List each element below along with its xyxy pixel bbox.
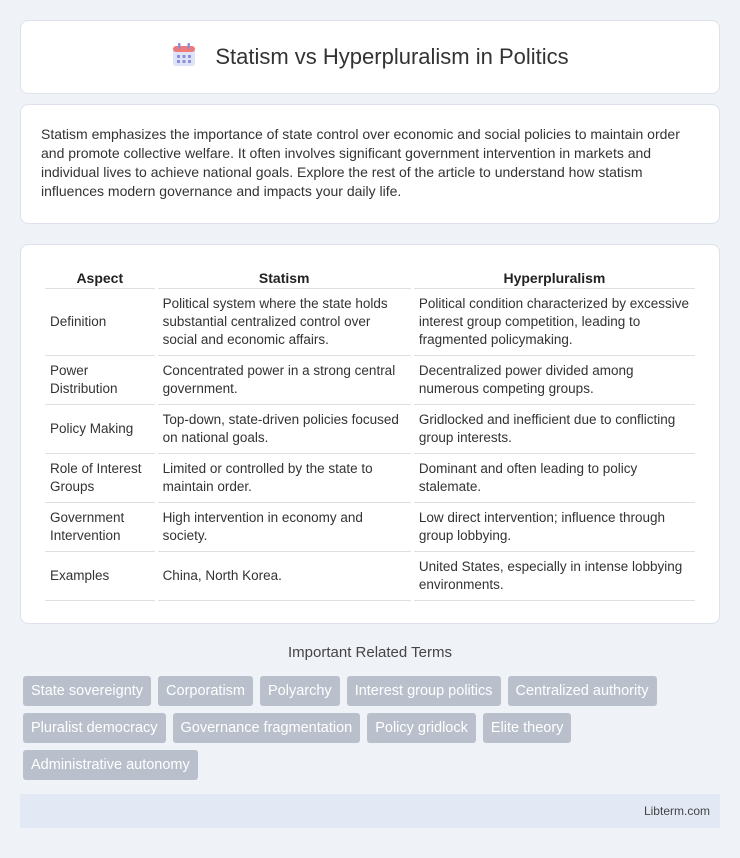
header-statism: Statism xyxy=(158,263,411,289)
row-hyperpluralism: Decentralized power divided among numerous competing groups. xyxy=(414,356,695,405)
table-row xyxy=(45,552,695,601)
related-term-tag[interactable]: State sovereignty xyxy=(23,676,151,706)
row-aspect: Policy Making xyxy=(45,405,155,454)
table-row xyxy=(45,454,695,503)
comparison-table xyxy=(42,263,698,601)
row-statism: Concentrated power in a strong central government. xyxy=(158,356,411,405)
row-aspect: Examples xyxy=(45,552,155,601)
calendar-icon xyxy=(171,42,197,73)
related-terms-list xyxy=(23,676,723,780)
row-aspect: Power Distribution xyxy=(45,356,155,405)
header-hyperpluralism: Hyperpluralism xyxy=(414,263,695,289)
related-term-tag[interactable]: Centralized authority xyxy=(508,676,657,706)
row-statism: Top-down, state-driven policies focused on national goals. xyxy=(158,405,411,454)
table-row xyxy=(45,405,695,454)
page-title: Statism vs Hyperpluralism in Politics xyxy=(215,44,569,69)
row-aspect: Government Intervention xyxy=(45,503,155,552)
row-statism: China, North Korea. xyxy=(158,552,411,601)
related-term-tag[interactable]: Pluralist democracy xyxy=(23,713,166,743)
related-term-tag[interactable]: Corporatism xyxy=(158,676,253,706)
table-header-row xyxy=(45,263,695,289)
related-term-tag[interactable]: Policy gridlock xyxy=(367,713,476,743)
row-statism: Political system where the state holds substantial centralized control over social and economic affairs. xyxy=(158,289,411,356)
related-term-tag[interactable]: Polyarchy xyxy=(260,676,340,706)
related-term-tag[interactable]: Elite theory xyxy=(483,713,572,743)
related-term-tag[interactable]: Interest group politics xyxy=(347,676,501,706)
table-row xyxy=(45,289,695,356)
related-term-tag[interactable]: Governance fragmentation xyxy=(173,713,361,743)
related-term-tag[interactable]: Administrative autonomy xyxy=(23,750,198,780)
table-row xyxy=(45,503,695,552)
footer xyxy=(20,794,720,828)
row-aspect: Definition xyxy=(45,289,155,356)
intro-text: Statism emphasizes the importance of state control over economic and social policies to maintain order and promote collective welfare. It often involves significant government intervention in markets and individual lives to achieve national goals. Explore the rest of the article to understand how statism influences modern governance and impacts your daily life. xyxy=(41,126,680,199)
intro-card xyxy=(20,104,720,224)
row-hyperpluralism: Dominant and often leading to policy stalemate. xyxy=(414,454,695,503)
row-hyperpluralism: Gridlocked and inefficient due to conflicting group interests. xyxy=(414,405,695,454)
row-hyperpluralism: Political condition characterized by excessive interest group competition, leading to fragmented policymaking. xyxy=(414,289,695,356)
row-statism: High intervention in economy and society. xyxy=(158,503,411,552)
comparison-card xyxy=(20,244,720,624)
row-aspect: Role of Interest Groups xyxy=(45,454,155,503)
row-statism: Limited or controlled by the state to maintain order. xyxy=(158,454,411,503)
header-aspect: Aspect xyxy=(45,263,155,289)
row-hyperpluralism: Low direct intervention; influence through group lobbying. xyxy=(414,503,695,552)
table-row xyxy=(45,356,695,405)
row-hyperpluralism: United States, especially in intense lobbying environments. xyxy=(414,552,695,601)
header-card xyxy=(20,20,720,94)
related-terms-title: Important Related Terms xyxy=(288,644,452,661)
footer-brand[interactable]: Libterm.com xyxy=(643,804,710,818)
